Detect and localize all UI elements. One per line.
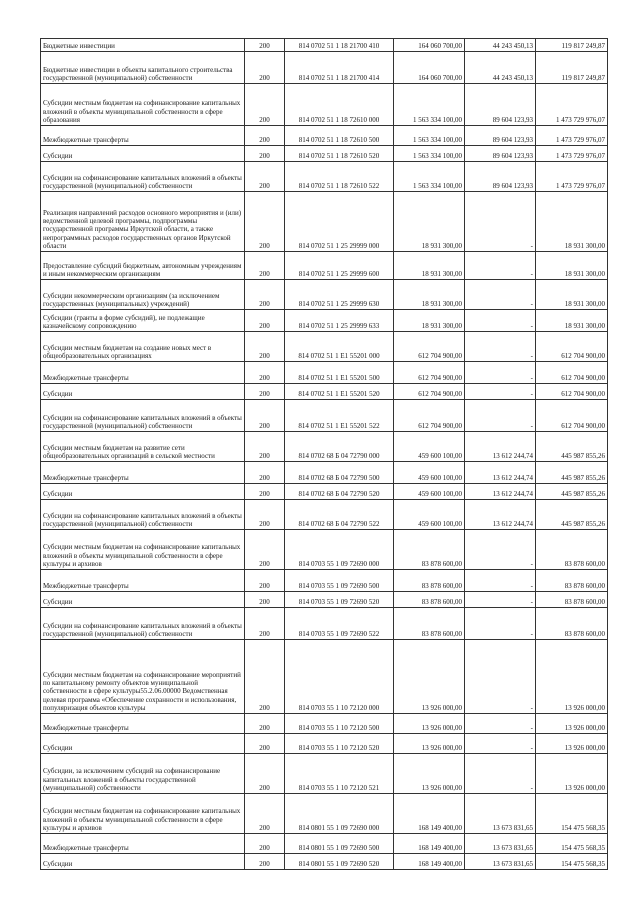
expense-name-cell: Субсидии (41, 484, 245, 500)
unexecuted-amount-cell: 83 878 600,00 (536, 592, 608, 608)
executed-amount-cell: 13 612 244,74 (465, 462, 536, 484)
approved-amount-cell: 168 149 400,00 (394, 854, 465, 870)
expense-name-cell: Межбюджетные трансферты (41, 570, 245, 592)
admin-code-cell: 200 (245, 84, 285, 126)
unexecuted-amount-cell: 154 475 568,35 (536, 854, 608, 870)
expense-name-cell: Субсидии (41, 854, 245, 870)
table-row (41, 362, 608, 384)
classification-code-cell: 814 0703 55 1 10 72120 500 (285, 714, 394, 734)
admin-code-cell: 200 (245, 162, 285, 192)
expense-name-cell: Бюджетные инвестиции в объекты капитального строительства государственной (муниципальной) собственности (41, 52, 245, 84)
unexecuted-amount-cell: 1 473 729 976,07 (536, 146, 608, 162)
classification-code-cell: 814 0702 68 Б 04 72790 000 (285, 432, 394, 462)
executed-amount-cell: - (465, 280, 536, 310)
executed-amount-cell: - (465, 714, 536, 734)
unexecuted-amount-cell: 154 475 568,35 (536, 794, 608, 834)
admin-code-cell: 200 (245, 400, 285, 432)
expense-name-cell: Субсидии местным бюджетам на софинансирование мероприятий по капитальному ремонту объектов муниципальной собственности в сфере культуры55.2.06.00000 Ведомственная целевая программа «Обеспечение сохранности и использования, популяризация объектов культуры (41, 640, 245, 714)
executed-amount-cell: 44 243 450,13 (465, 39, 536, 52)
approved-amount-cell: 13 926 000,00 (394, 754, 465, 794)
expense-name-cell: Реализация направлений расходов основного мероприятия и (или) ведомственной целевой программы, подпрограммы государственной программы Иркутской области, а также непрограммных расходов государственных органов Иркутской области (41, 192, 245, 252)
table-row (41, 608, 608, 640)
approved-amount-cell: 1 563 334 100,00 (394, 162, 465, 192)
unexecuted-amount-cell: 83 878 600,00 (536, 608, 608, 640)
executed-amount-cell: - (465, 252, 536, 280)
unexecuted-amount-cell: 119 817 249,87 (536, 39, 608, 52)
executed-amount-cell: 89 604 123,93 (465, 126, 536, 146)
executed-amount-cell: 13 673 831,65 (465, 794, 536, 834)
executed-amount-cell: - (465, 640, 536, 714)
expense-name-cell: Субсидии некоммерческим организациям (за исключением государственных (муниципальных) учреждений) (41, 280, 245, 310)
approved-amount-cell: 612 704 900,00 (394, 332, 465, 362)
admin-code-cell: 200 (245, 714, 285, 734)
classification-code-cell: 814 0703 55 1 09 72690 500 (285, 570, 394, 592)
executed-amount-cell: 13 673 831,65 (465, 834, 536, 854)
approved-amount-cell: 459 600 100,00 (394, 432, 465, 462)
executed-amount-cell: - (465, 192, 536, 252)
table-row (41, 794, 608, 834)
classification-code-cell: 814 0702 51 1 25 29999 630 (285, 280, 394, 310)
expense-name-cell: Бюджетные инвестиции (41, 39, 245, 52)
executed-amount-cell: - (465, 400, 536, 432)
approved-amount-cell: 612 704 900,00 (394, 384, 465, 400)
unexecuted-amount-cell: 612 704 900,00 (536, 332, 608, 362)
executed-amount-cell: 89 604 123,93 (465, 162, 536, 192)
expense-name-cell: Субсидии на софинансирование капитальных вложений в объекты государственной (муниципальной) собственности (41, 162, 245, 192)
unexecuted-amount-cell: 83 878 600,00 (536, 570, 608, 592)
table-row (41, 192, 608, 252)
table-row (41, 280, 608, 310)
admin-code-cell: 200 (245, 252, 285, 280)
approved-amount-cell: 1 563 334 100,00 (394, 126, 465, 146)
executed-amount-cell: - (465, 384, 536, 400)
executed-amount-cell: - (465, 608, 536, 640)
unexecuted-amount-cell: 83 878 600,00 (536, 530, 608, 570)
budget-table-body (41, 39, 608, 870)
admin-code-cell: 200 (245, 39, 285, 52)
unexecuted-amount-cell: 445 987 855,26 (536, 484, 608, 500)
classification-code-cell: 814 0702 51 1 25 29999 000 (285, 192, 394, 252)
unexecuted-amount-cell: 1 473 729 976,07 (536, 162, 608, 192)
approved-amount-cell: 612 704 900,00 (394, 400, 465, 432)
approved-amount-cell: 459 600 100,00 (394, 462, 465, 484)
classification-code-cell: 814 0702 51 1 E1 55201 000 (285, 332, 394, 362)
admin-code-cell: 200 (245, 126, 285, 146)
table-row (41, 530, 608, 570)
classification-code-cell: 814 0702 51 1 E1 55201 522 (285, 400, 394, 432)
unexecuted-amount-cell: 13 926 000,00 (536, 734, 608, 754)
unexecuted-amount-cell: 445 987 855,26 (536, 432, 608, 462)
table-row (41, 500, 608, 530)
classification-code-cell: 814 0801 55 1 09 72690 000 (285, 794, 394, 834)
table-row (41, 162, 608, 192)
classification-code-cell: 814 0702 51 1 E1 55201 500 (285, 362, 394, 384)
table-row (41, 734, 608, 754)
classification-code-cell: 814 0801 55 1 09 72690 520 (285, 854, 394, 870)
expense-name-cell: Субсидии (41, 734, 245, 754)
unexecuted-amount-cell: 13 926 000,00 (536, 754, 608, 794)
approved-amount-cell: 83 878 600,00 (394, 530, 465, 570)
executed-amount-cell: 13 612 244,74 (465, 500, 536, 530)
approved-amount-cell: 459 600 100,00 (394, 500, 465, 530)
executed-amount-cell: - (465, 570, 536, 592)
table-row (41, 146, 608, 162)
approved-amount-cell: 83 878 600,00 (394, 608, 465, 640)
classification-code-cell: 814 0702 68 Б 04 72790 500 (285, 462, 394, 484)
unexecuted-amount-cell: 13 926 000,00 (536, 640, 608, 714)
executed-amount-cell: 89 604 123,93 (465, 146, 536, 162)
admin-code-cell: 200 (245, 734, 285, 754)
unexecuted-amount-cell: 1 473 729 976,07 (536, 126, 608, 146)
approved-amount-cell: 13 926 000,00 (394, 640, 465, 714)
expense-name-cell: Предоставление субсидий бюджетным, автономным учреждениям и иным некоммерческим организациям (41, 252, 245, 280)
executed-amount-cell: 13 612 244,74 (465, 484, 536, 500)
expense-name-cell: Межбюджетные трансферты (41, 126, 245, 146)
expense-name-cell: Субсидии на софинансирование капитальных вложений в объекты государственной (муниципальной) собственности (41, 400, 245, 432)
table-row (41, 854, 608, 870)
executed-amount-cell: 89 604 123,93 (465, 84, 536, 126)
unexecuted-amount-cell: 18 931 300,00 (536, 310, 608, 332)
expense-name-cell: Субсидии местным бюджетам на софинансирование капитальных вложений в объекты муниципальной собственности в сфере культуры и архивов (41, 794, 245, 834)
classification-code-cell: 814 0702 51 1 18 21700 414 (285, 52, 394, 84)
classification-code-cell: 814 0703 55 1 09 72690 522 (285, 608, 394, 640)
classification-code-cell: 814 0702 51 1 18 72610 000 (285, 84, 394, 126)
approved-amount-cell: 18 931 300,00 (394, 192, 465, 252)
approved-amount-cell: 168 149 400,00 (394, 834, 465, 854)
approved-amount-cell: 83 878 600,00 (394, 592, 465, 608)
table-row (41, 332, 608, 362)
admin-code-cell: 200 (245, 592, 285, 608)
expense-name-cell: Межбюджетные трансферты (41, 362, 245, 384)
table-row (41, 754, 608, 794)
unexecuted-amount-cell: 445 987 855,26 (536, 500, 608, 530)
table-row (41, 640, 608, 714)
admin-code-cell: 200 (245, 280, 285, 310)
expense-name-cell: Межбюджетные трансферты (41, 834, 245, 854)
expense-name-cell: Межбюджетные трансферты (41, 714, 245, 734)
classification-code-cell: 814 0703 55 1 10 72120 000 (285, 640, 394, 714)
unexecuted-amount-cell: 612 704 900,00 (536, 362, 608, 384)
expense-name-cell: Субсидии местным бюджетам на создание новых мест в общеобразовательных организациях (41, 332, 245, 362)
table-row (41, 432, 608, 462)
table-row (41, 592, 608, 608)
classification-code-cell: 814 0703 55 1 09 72690 000 (285, 530, 394, 570)
approved-amount-cell: 18 931 300,00 (394, 280, 465, 310)
approved-amount-cell: 168 149 400,00 (394, 794, 465, 834)
table-row (41, 462, 608, 484)
classification-code-cell: 814 0702 68 Б 04 72790 522 (285, 500, 394, 530)
approved-amount-cell: 1 563 334 100,00 (394, 146, 465, 162)
table-row (41, 52, 608, 84)
expense-name-cell: Субсидии местным бюджетам на софинансирование капитальных вложений в объекты муниципальной собственности в сфере культуры и архивов (41, 530, 245, 570)
executed-amount-cell: - (465, 332, 536, 362)
table-row (41, 570, 608, 592)
admin-code-cell: 200 (245, 332, 285, 362)
budget-execution-table (40, 38, 608, 870)
classification-code-cell: 814 0702 51 1 18 21700 410 (285, 39, 394, 52)
classification-code-cell: 814 0702 51 1 25 29999 633 (285, 310, 394, 332)
expense-name-cell: Субсидии (41, 384, 245, 400)
classification-code-cell: 814 0703 55 1 10 72120 520 (285, 734, 394, 754)
admin-code-cell: 200 (245, 608, 285, 640)
table-row (41, 834, 608, 854)
table-row (41, 84, 608, 126)
admin-code-cell: 200 (245, 570, 285, 592)
unexecuted-amount-cell: 18 931 300,00 (536, 280, 608, 310)
unexecuted-amount-cell: 445 987 855,26 (536, 462, 608, 484)
approved-amount-cell: 164 060 700,00 (394, 52, 465, 84)
unexecuted-amount-cell: 154 475 568,35 (536, 834, 608, 854)
expense-name-cell: Субсидии на софинансирование капитальных вложений в объекты государственной (муниципальной) собственности (41, 608, 245, 640)
admin-code-cell: 200 (245, 530, 285, 570)
executed-amount-cell: - (465, 530, 536, 570)
classification-code-cell: 814 0703 55 1 10 72120 521 (285, 754, 394, 794)
approved-amount-cell: 459 600 100,00 (394, 484, 465, 500)
expense-name-cell: Субсидии местным бюджетам на развитие сети общеобразовательных организаций в сельской местности (41, 432, 245, 462)
table-row (41, 714, 608, 734)
admin-code-cell: 200 (245, 192, 285, 252)
table-row (41, 126, 608, 146)
executed-amount-cell: 44 243 450,13 (465, 52, 536, 84)
admin-code-cell: 200 (245, 754, 285, 794)
unexecuted-amount-cell: 1 473 729 976,07 (536, 84, 608, 126)
admin-code-cell: 200 (245, 384, 285, 400)
classification-code-cell: 814 0702 51 1 18 72610 520 (285, 146, 394, 162)
admin-code-cell: 200 (245, 362, 285, 384)
executed-amount-cell: - (465, 734, 536, 754)
approved-amount-cell: 13 926 000,00 (394, 714, 465, 734)
expense-name-cell: Субсидии (41, 146, 245, 162)
admin-code-cell: 200 (245, 484, 285, 500)
classification-code-cell: 814 0702 51 1 18 72610 500 (285, 126, 394, 146)
expense-name-cell: Субсидии (гранты в форме субсидий), не подлежащие казначейскому сопровождению (41, 310, 245, 332)
executed-amount-cell: 13 612 244,74 (465, 432, 536, 462)
admin-code-cell: 200 (245, 52, 285, 84)
table-row (41, 484, 608, 500)
admin-code-cell: 200 (245, 432, 285, 462)
unexecuted-amount-cell: 612 704 900,00 (536, 400, 608, 432)
classification-code-cell: 814 0702 51 1 18 72610 522 (285, 162, 394, 192)
admin-code-cell: 200 (245, 834, 285, 854)
executed-amount-cell: - (465, 362, 536, 384)
approved-amount-cell: 1 563 334 100,00 (394, 84, 465, 126)
approved-amount-cell: 18 931 300,00 (394, 310, 465, 332)
unexecuted-amount-cell: 18 931 300,00 (536, 192, 608, 252)
executed-amount-cell: 13 673 831,65 (465, 854, 536, 870)
table-row (41, 400, 608, 432)
expense-name-cell: Межбюджетные трансферты (41, 462, 245, 484)
expense-name-cell: Субсидии на софинансирование капитальных вложений в объекты государственной (муниципальной) собственности (41, 500, 245, 530)
executed-amount-cell: - (465, 592, 536, 608)
classification-code-cell: 814 0703 55 1 09 72690 520 (285, 592, 394, 608)
approved-amount-cell: 18 931 300,00 (394, 252, 465, 280)
unexecuted-amount-cell: 13 926 000,00 (536, 714, 608, 734)
classification-code-cell: 814 0702 51 1 E1 55201 520 (285, 384, 394, 400)
admin-code-cell: 200 (245, 310, 285, 332)
approved-amount-cell: 612 704 900,00 (394, 362, 465, 384)
table-row (41, 310, 608, 332)
admin-code-cell: 200 (245, 146, 285, 162)
unexecuted-amount-cell: 18 931 300,00 (536, 252, 608, 280)
unexecuted-amount-cell: 612 704 900,00 (536, 384, 608, 400)
admin-code-cell: 200 (245, 854, 285, 870)
expense-name-cell: Субсидии (41, 592, 245, 608)
approved-amount-cell: 83 878 600,00 (394, 570, 465, 592)
admin-code-cell: 200 (245, 500, 285, 530)
classification-code-cell: 814 0702 68 Б 04 72790 520 (285, 484, 394, 500)
approved-amount-cell: 164 060 700,00 (394, 39, 465, 52)
table-row (41, 39, 608, 52)
expense-name-cell: Субсидии, за исключением субсидий на софинансирование капитальных вложений в объекты государственной (муниципальной) собственности (41, 754, 245, 794)
approved-amount-cell: 13 926 000,00 (394, 734, 465, 754)
expense-name-cell: Субсидии местным бюджетам на софинансирование капитальных вложений в объекты муниципальной собственности в сфере образования (41, 84, 245, 126)
classification-code-cell: 814 0702 51 1 25 29999 600 (285, 252, 394, 280)
table-row (41, 252, 608, 280)
unexecuted-amount-cell: 119 817 249,87 (536, 52, 608, 84)
classification-code-cell: 814 0801 55 1 09 72690 500 (285, 834, 394, 854)
table-row (41, 384, 608, 400)
admin-code-cell: 200 (245, 794, 285, 834)
admin-code-cell: 200 (245, 462, 285, 484)
executed-amount-cell: - (465, 754, 536, 794)
executed-amount-cell: - (465, 310, 536, 332)
admin-code-cell: 200 (245, 640, 285, 714)
